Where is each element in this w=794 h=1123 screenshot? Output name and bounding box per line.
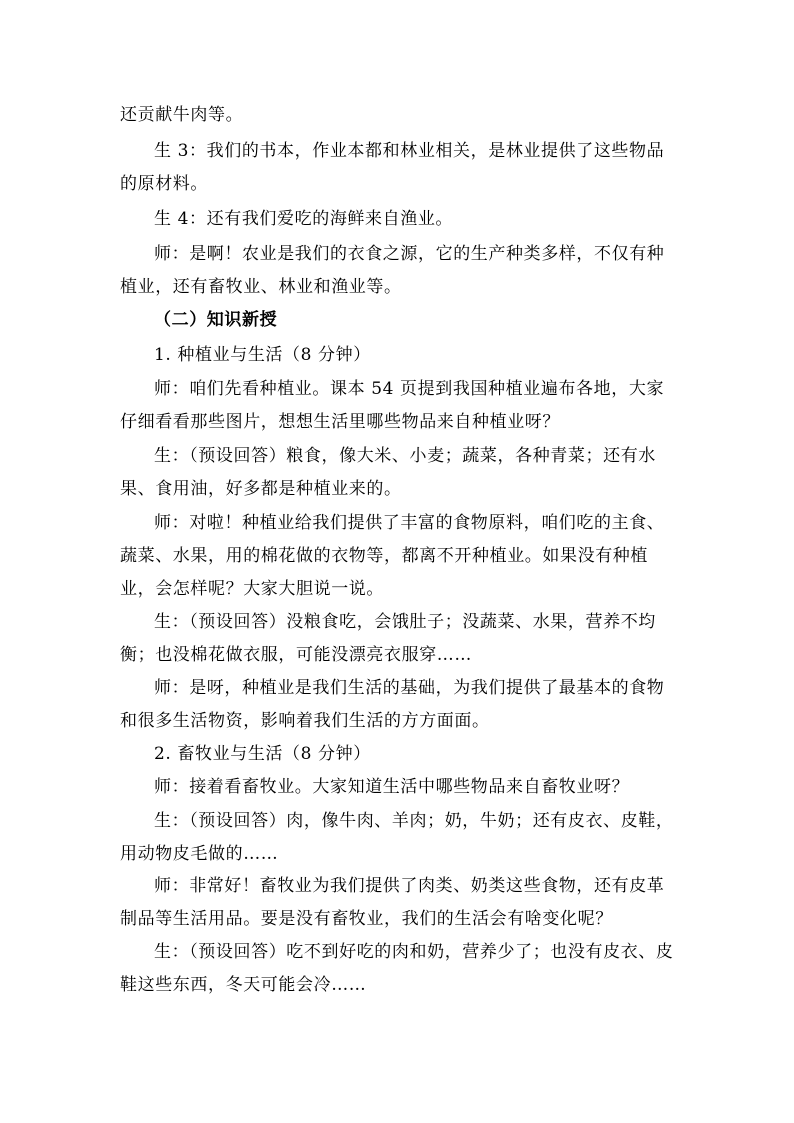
paragraph-teacher-planting-summary: 师：是呀，种植业是我们生活的基础，为我们提供了最基本的食物和很多生活物资，影响着我们生活的方方面面。 <box>120 678 665 731</box>
paragraph-student-3: 生 3：我们的书本，作业本都和林业相关，是林业提供了这些物品的原材料。 <box>120 141 665 194</box>
subheading-planting: 1. 种植业与生活（8 分钟） <box>154 345 371 365</box>
paragraph-teacher-livestock-followup: 师：非常好！畜牧业为我们提供了肉类、奶类这些食物，还有皮革制品等生活用品。要是没有畜牧业，我们的生活会有啥变化呢？ <box>120 876 665 929</box>
paragraph-teacher-planting-followup: 师：对啦！种植业给我们提供了丰富的食物原料，咱们吃的主食、蔬菜、水果，用的棉花做的衣物等，都离不开种植业。如果没有种植业，会怎样呢？大家大胆说一说。 <box>120 513 665 599</box>
paragraph-student-planting-answer-2: 生：（预设回答）没粮食吃，会饿肚子；没蔬菜、水果，营养不均衡；也没棉花做衣服，可能没漂亮衣服穿…… <box>120 612 656 665</box>
paragraph-teacher-planting-intro: 师：咱们先看种植业。课本 54 页提到我国种植业遍布各地，大家仔细看看那些图片，想想生活里哪些物品来自种植业呀？ <box>120 379 665 432</box>
paragraph-teacher-agriculture: 师：是啊！农业是我们的衣食之源，它的生产种类多样，不仅有种植业，还有畜牧业、林业和渔业等。 <box>120 244 665 297</box>
paragraph-student-livestock-answer: 生：（预设回答）肉，像牛肉、羊肉；奶，牛奶；还有皮衣、皮鞋，用动物皮毛做的…… <box>120 811 674 864</box>
paragraph-student-livestock-answer-2: 生：（预设回答）吃不到好吃的肉和奶，营养少了；也没有皮衣、皮鞋这些东西，冬天可能会冷…… <box>120 942 674 995</box>
subheading-livestock: 2. 畜牧业与生活（8 分钟） <box>154 744 371 764</box>
paragraph-student-planting-answer: 生：（预设回答）粮食，像大米、小麦；蔬菜，各种青菜；还有水果、食用油，好多都是种植业来的。 <box>120 446 656 499</box>
paragraph-teacher-livestock-intro: 师：接着看畜牧业。大家知道生活中哪些物品来自畜牧业呀？ <box>154 777 630 797</box>
paragraph-student-4: 生 4：还有我们爱吃的海鲜来自渔业。 <box>154 209 454 229</box>
section-heading-new-knowledge: （二）知识新授 <box>154 310 278 330</box>
paragraph-continuation: 还贡献牛肉等。 <box>120 105 244 125</box>
